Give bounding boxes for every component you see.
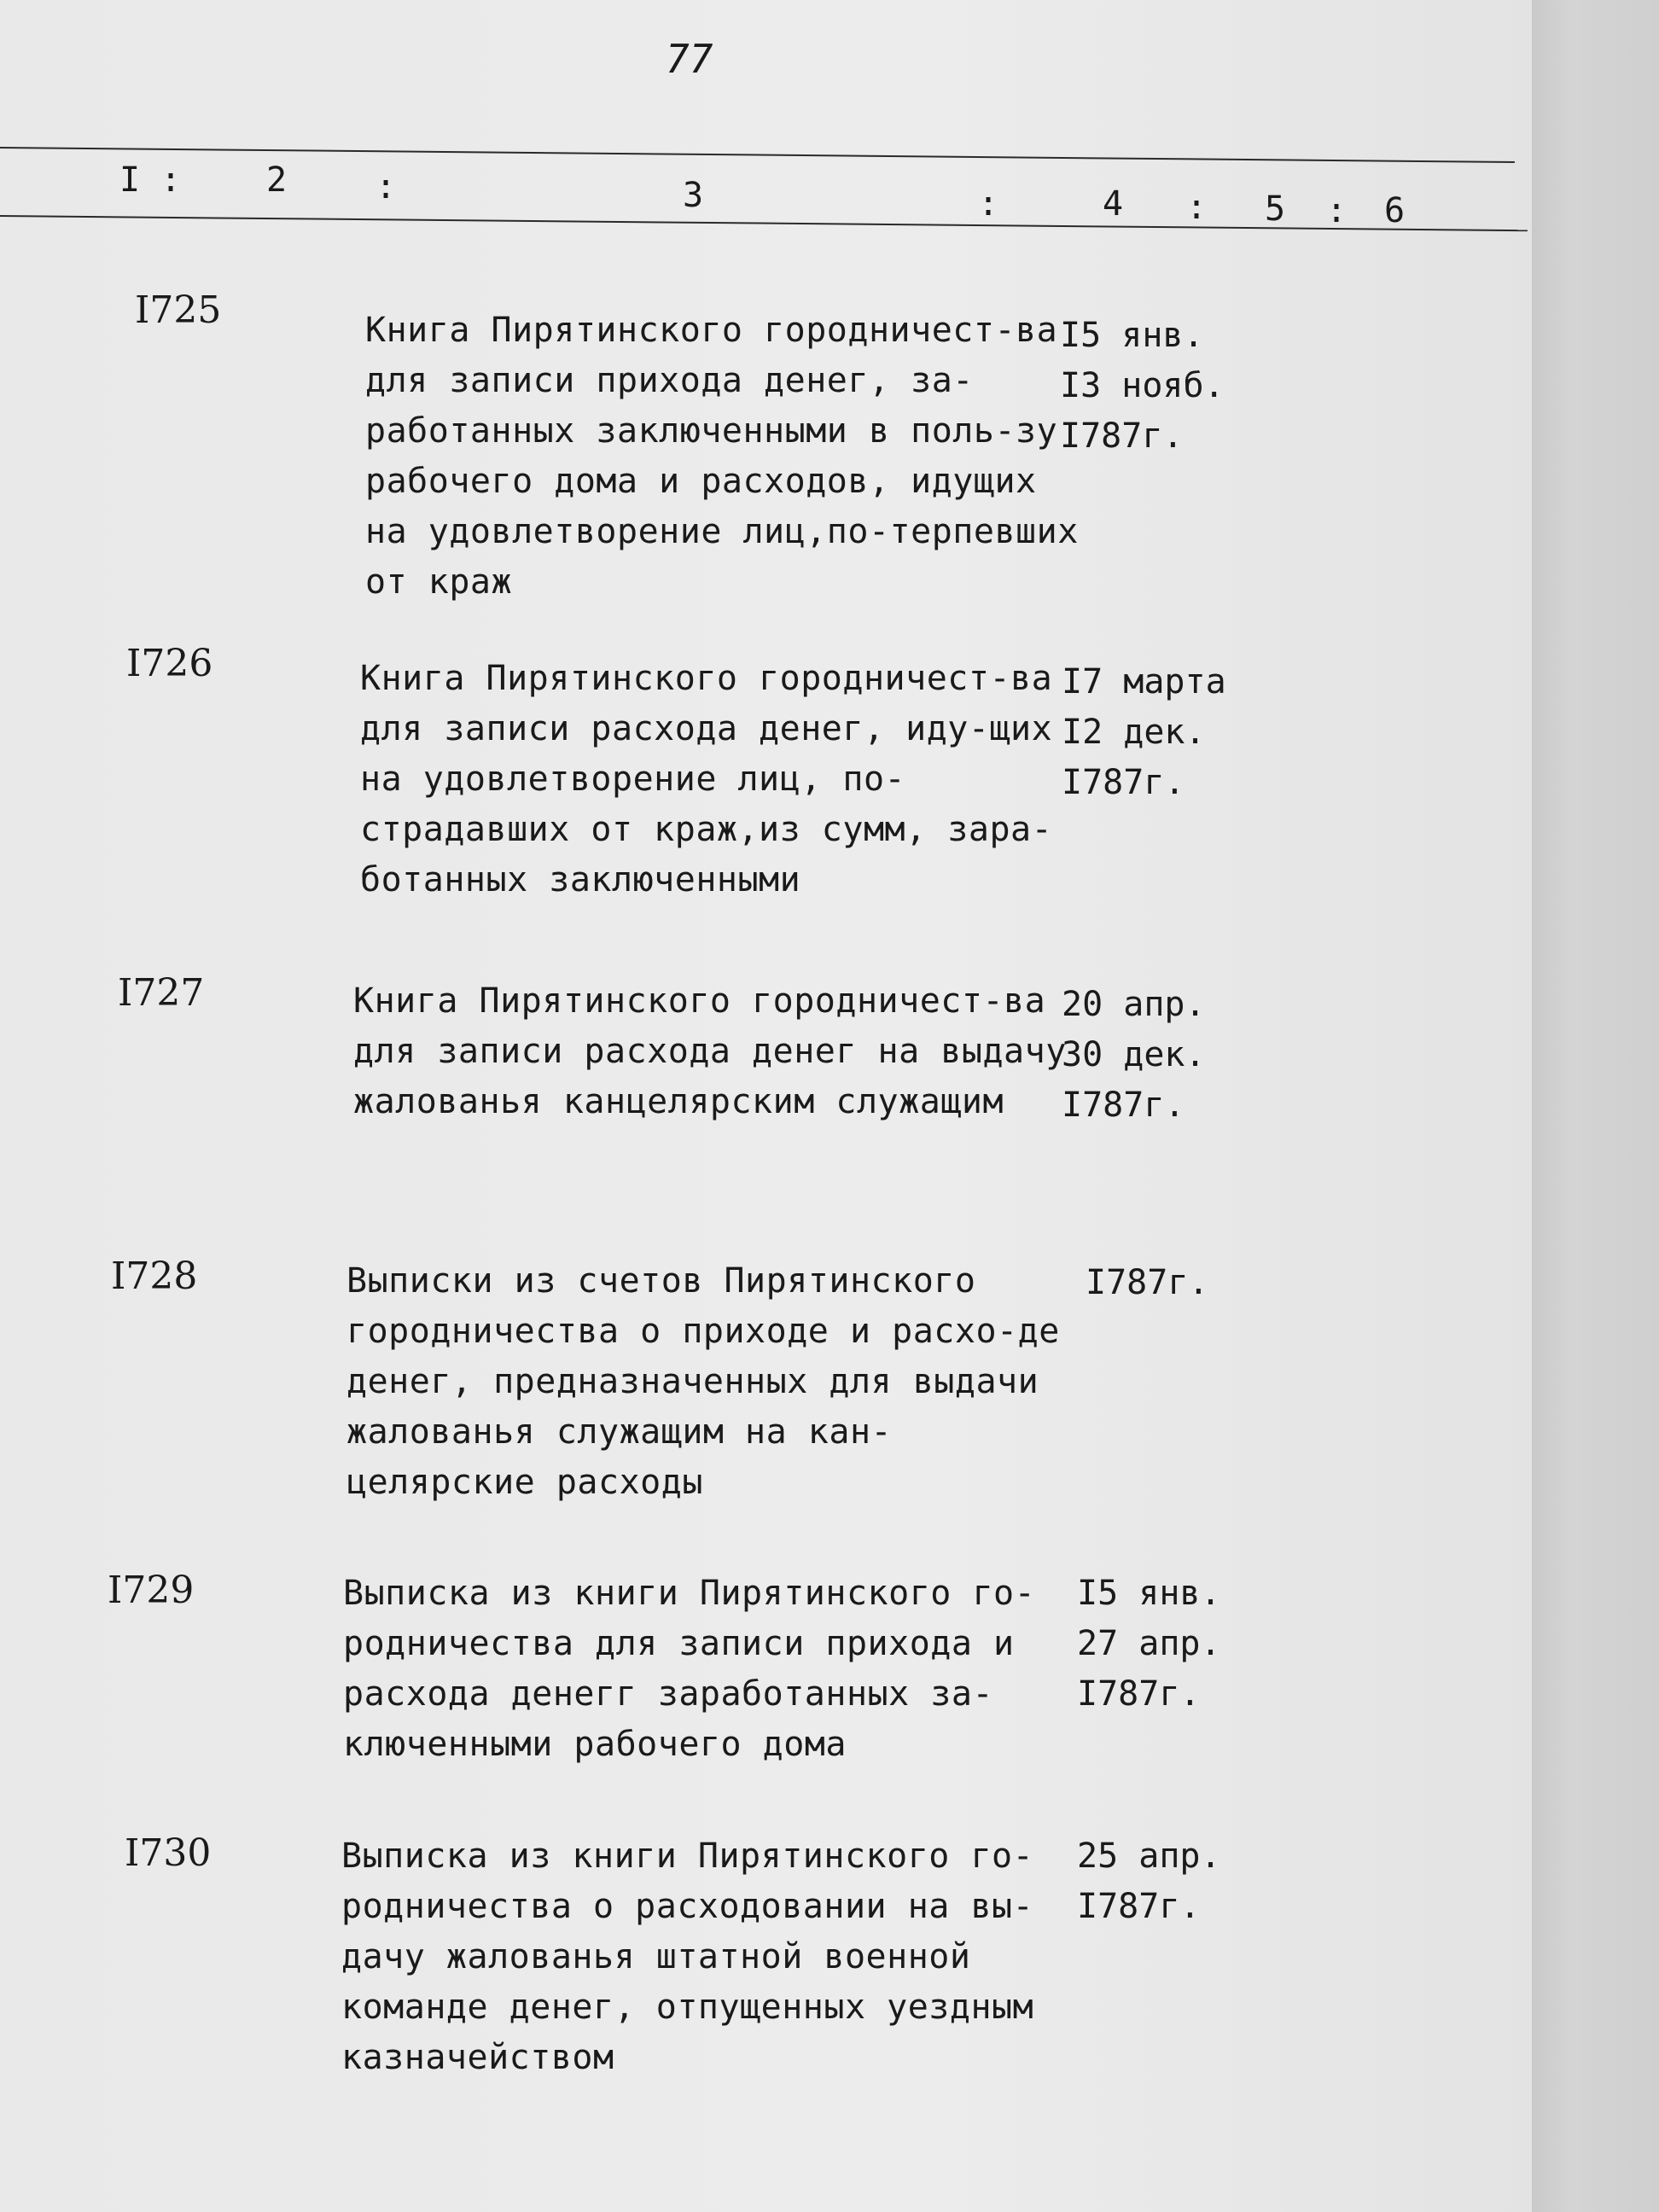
entry-number: I729 [108,1569,195,1612]
entry-date: I787г. [1077,1674,1201,1714]
entry-date: I3 нояб. [1060,366,1225,405]
column-header-2: 2 [266,160,288,200]
entry-title: Выписки из счетов Пирятинского городничества о приходе и расхо-де денег, предназначенных для выдачи жалованья служащим на кан-целярские расходы [346,1261,1060,1502]
column-header-3: 3 [683,176,704,215]
column-separator: : [375,167,397,207]
column-header-4: 4 [1103,184,1124,224]
entry-date: 27 апр. [1077,1624,1221,1663]
page-number: 77 [666,36,713,82]
entry-dates [1062,657,1226,808]
entry-date: I2 дек. [1062,713,1206,752]
entry-date: 30 дек. [1062,1035,1206,1074]
entry-number: I725 [135,288,222,332]
entry-date: 20 апр. [1062,985,1206,1024]
entry-date: I787г. [1062,763,1185,802]
entry-date: I7 марта [1062,662,1226,701]
entry-date: I5 янв. [1077,1574,1221,1613]
entry-title: Книга Пирятинского городничест-ва для записи прихода денег, за-работанных заключенными в поль-зу рабочего дома и расходов, идущих на удовлетворение лиц,по-терпевших от краж [365,311,1079,602]
entry-number: I726 [126,642,213,685]
entry-number: I730 [125,1831,212,1875]
entry-dates [1086,1258,1209,1308]
entry-title: Книга Пирятинского городничест-ва для записи расхода денег, иду-щих на удовлетворение лиц, по-страдавших от краж,из сумм, зара-ботанных заключенными [360,659,1053,899]
entry-date: I787г. [1060,416,1184,456]
entry-dates [1077,1569,1221,1720]
page-edge [1532,0,1659,2212]
entry-date: 25 апр. [1077,1837,1221,1876]
column-separator: : [978,184,999,224]
entry-title: Выписка из книги Пирятинского го-родничества для записи прихода и расхода денегг заработанных за-ключенными рабочего дома [343,1574,1036,1764]
column-header-6: 6 [1384,191,1406,230]
column-header-1: I [119,160,141,200]
entry-dates [1062,980,1206,1131]
column-header-5: 5 [1265,189,1286,229]
entry-dates [1060,311,1225,462]
column-separator: : [1186,188,1208,227]
column-separator: : [160,160,182,200]
entry-date: I787г. [1062,1086,1185,1125]
entry-dates [1077,1831,1221,1932]
entry-number: I727 [118,971,205,1015]
entry-number: I728 [111,1254,198,1298]
entry-date: I5 янв. [1060,316,1204,355]
entry-title: Выписка из книги Пирятинского го-родничества о расходовании на вы-дачу жалованья штатной военной команде денег, отпущенных уездным казначейством [341,1837,1034,2077]
entry-date: I787г. [1086,1263,1209,1302]
entry-date: I787г. [1077,1887,1201,1926]
column-separator: : [1326,191,1348,230]
entry-title: Книга Пирятинского городничест-ва для записи расхода денег на выдачу жалованья канцелярским служащим [353,981,1067,1121]
